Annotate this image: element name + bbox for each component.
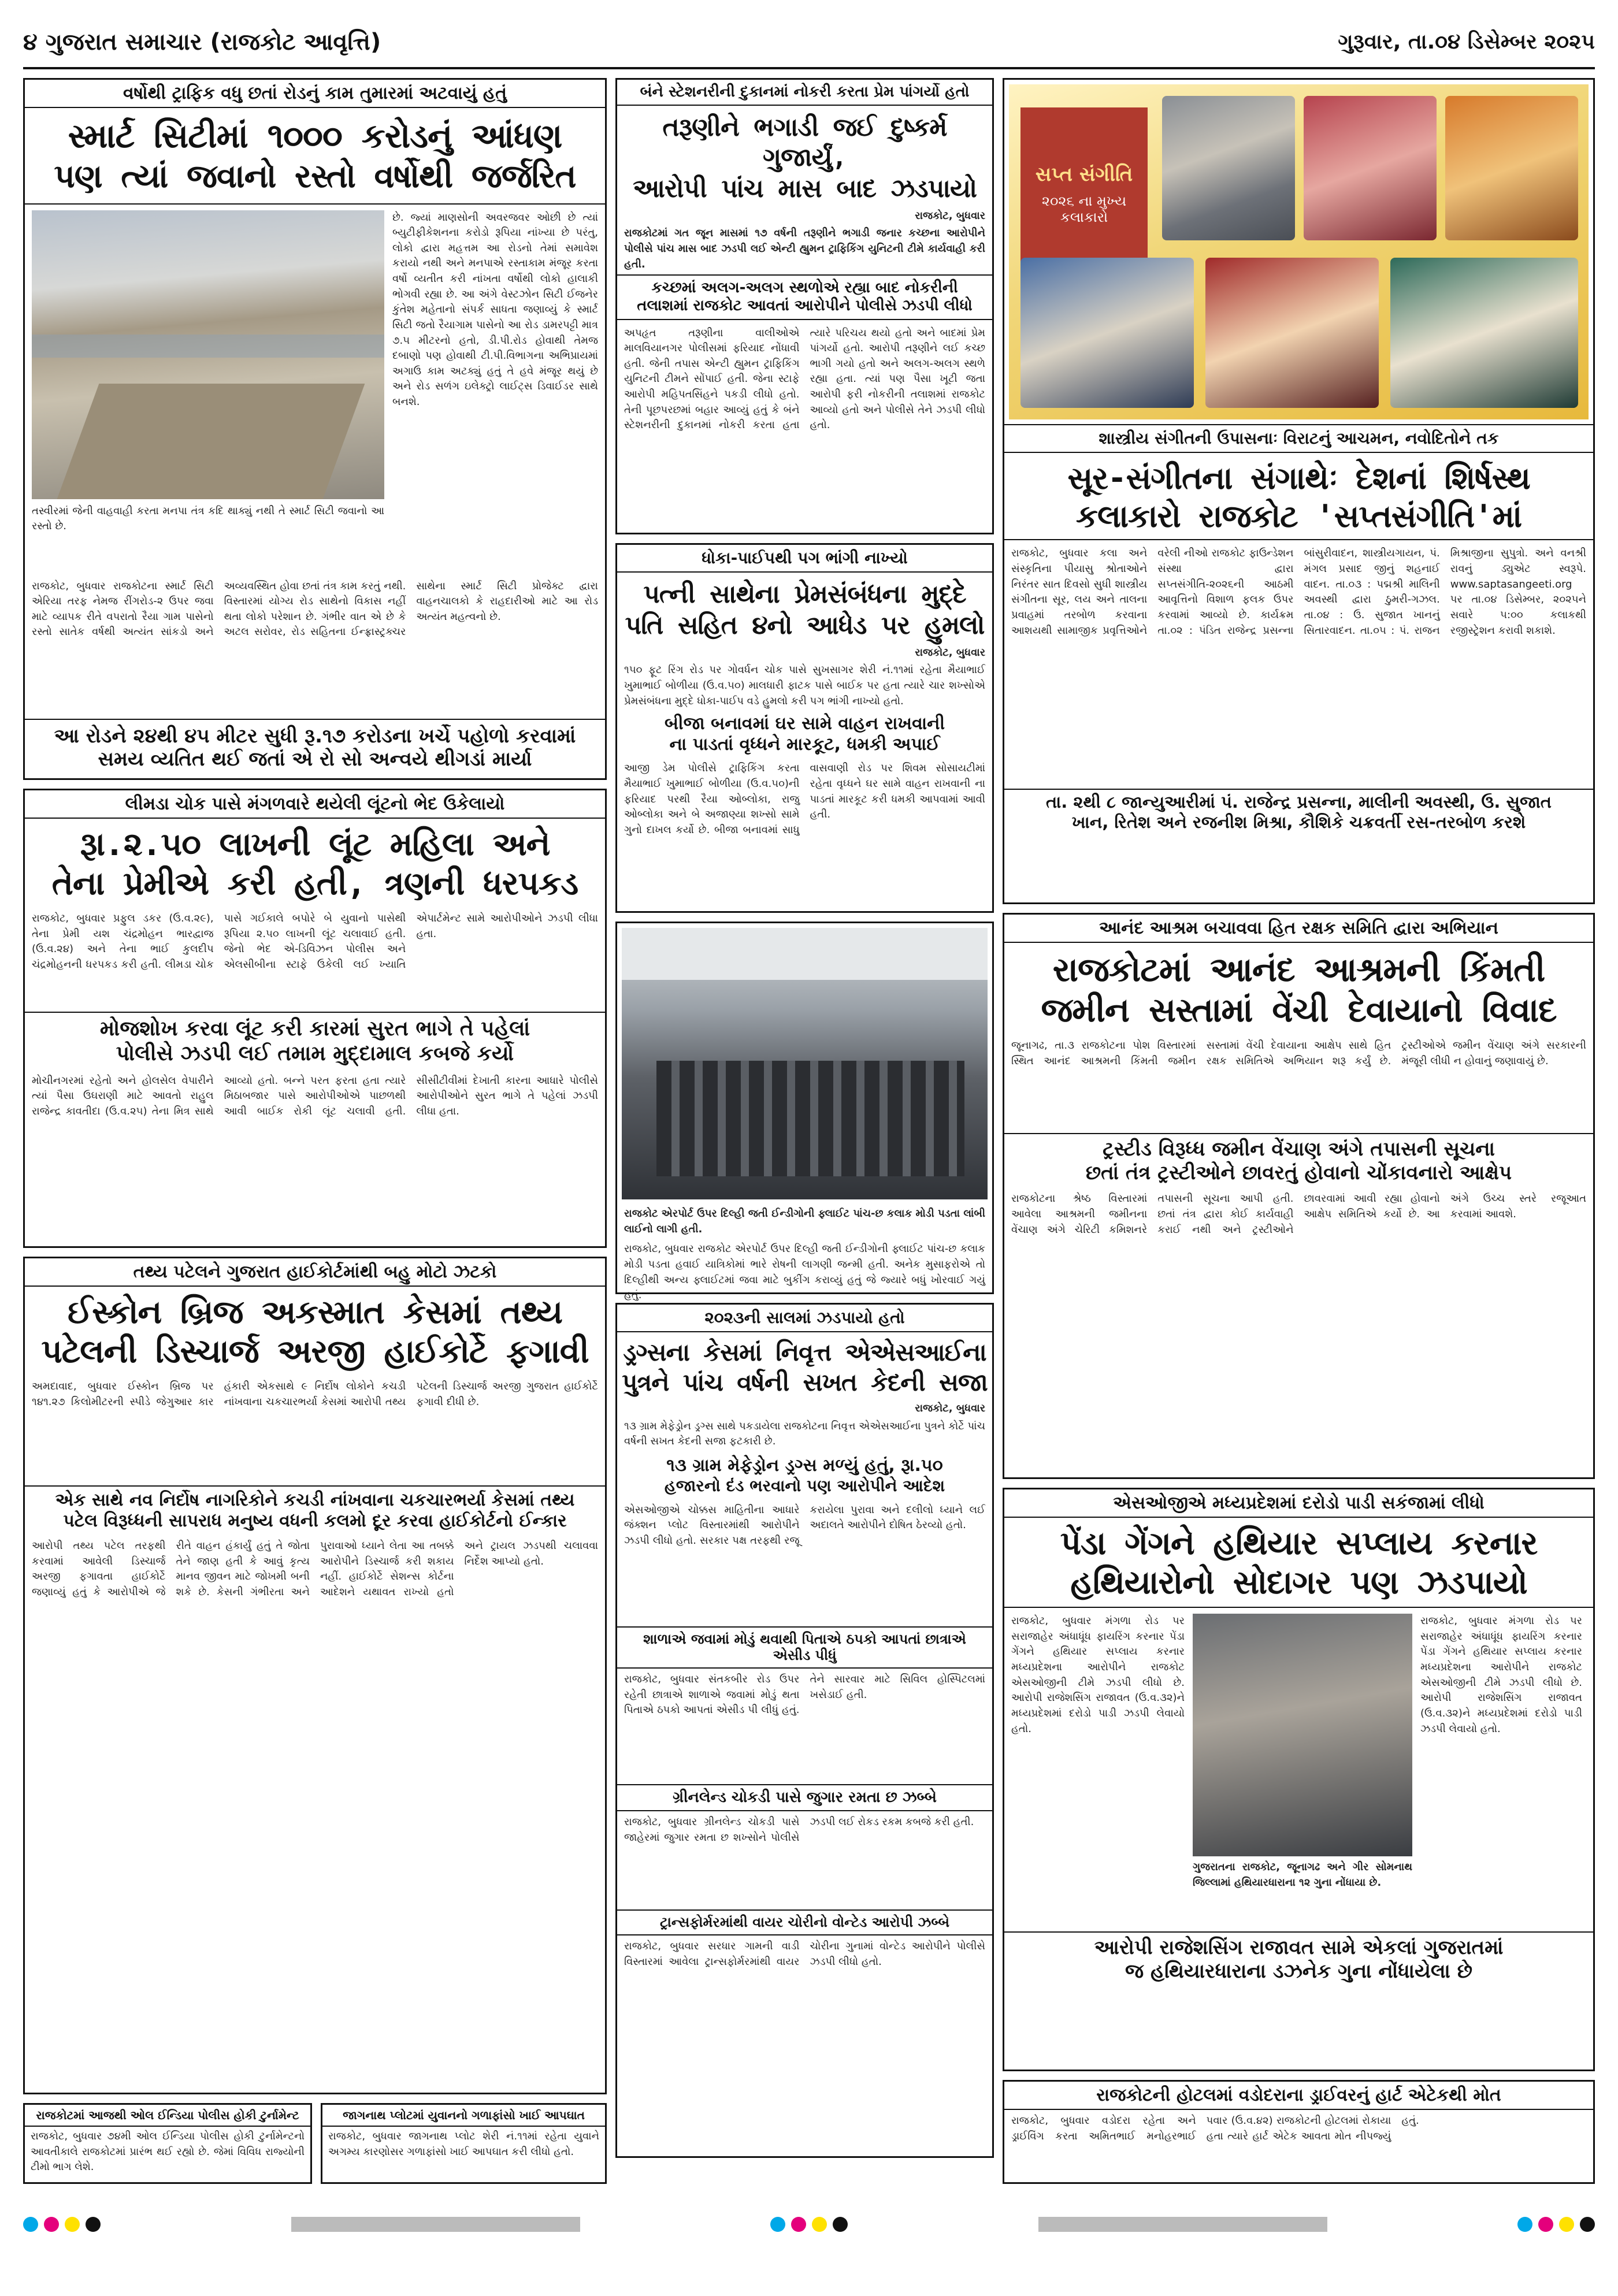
kicker: ૨૦૨૩ની સાલમાં ઝડપાયો હતો	[617, 1305, 992, 1332]
brief-headline-acid: શાળાએ જવામાં મોડું થવાથી પિતાએ ઠપકો આપતાં છાત્રાએ એસીડ પીધું	[617, 1626, 992, 1669]
artist-photo-5	[1205, 258, 1379, 408]
artist-photo-2	[1304, 96, 1437, 240]
article-arms-dealer	[1003, 1488, 1595, 2071]
article-body: રાજકોટ, બુધવાર રાજકોટના સ્માર્ટ સિટી એરિયા તરફ નેમજ રીંગરોડ-૨ ઉપર જવા માટે વ્યાપક રીતે વપરાતો રૈયા ગામ પાસેનો રસ્તો સાતેક વર્ષથી અત્યંત સાંકડો અને અવ્યવસ્થિત હોવા છતાં તંત્ર કામ કરતું નથી. વિસ્તારમાં યોગ્ય રોડ સાથેનો વિકાસ નહીં થતા લોકો પરેશાન છે. ગંભીર વાત એ છે કે અટલ સરોવર, રોડ સહિતના ઈન્ફ્રાસ્ટ્રક્ચર સાથેના સ્માર્ટ સિટી પ્રોજેક્ટ દ્વારા વાહનચાલકો કે રાહદારીઓ માટે આ રોડ અત્યંત મહત્વનો છે.	[32, 579, 598, 638]
article-body: રાજકોટ, બુધવાર કલા અને સંસ્કૃતિના પીયાસુ શ્રોતાઓને નિરંતર સાત દિવસો સુધી શાસ્ત્રીય સંગીતના સૂર, લય અને તાલના પ્રવાહમાં તરબોળ કરવાના આશયથી સામાજીક પ્રવૃત્તિઓને વરેલી નીઓ રાજકોટ ફાઉન્ડેશન સંસ્થા દ્વારા સપ્તસંગીતિ-૨૦૨૬ની આઠમી આવૃત્તિનો વિશાળ ફલક ઉપર કરવામાં આવ્યો છે. કાર્યક્રમ તા.૦૨ : પંડિત રાજેન્દ્ર પ્રસન્ના બાંસુરીવાદન, શાસ્ત્રીયગાયન, પં. મંગલ પ્રસાદ જીનું શહનાઈ વાદન. તા.૦૩ : પદ્મશ્રી માલિની અવસ્થી દ્વારા ઠુમરી-ગઝલ. તા.૦૪ : ઉ. સુજાત ખાનનું સિતારવાદન. તા.૦૫ : પં. રાજન મિશ્રાજીના સુપુત્રો. અને વનશ્રી રાવનું ડ્યુએટ સ્વરૂપે. www.saptasangeeti.org પર તા.૦૪ ડિસેમ્બર, ૨૦૨૫ને સવારે ૫:૦૦ કલાકથી રજીસ્ટ્રેશન કરાવી શકાશે.	[1011, 547, 1586, 637]
magenta-dot	[44, 2217, 59, 2232]
subheadline: આ રોડને ૨૪થી ૪૫ મીટર સુધી રૂ.૧૭ કરોડના ખર્ચે પહોળો કરવામાં સમય વ્યતિત થઈ જતાં એ રો સો અન્વયે થીગડાં માર્યા	[25, 719, 605, 777]
kicker: લીમડા ચોક પાસે મંગળવારે થયેલી લૂંટનો ભેદ ઉકેલાયો	[25, 790, 605, 819]
kicker: વર્ષોથી ટ્રાફિક વધુ છતાં રોડનું કામ તુમારમાં અટવાયું હતું	[25, 80, 605, 108]
subheadline-2: જ હથિયારધારાના ડઝનેક ગુના નોંધાયેલા છે	[1125, 1959, 1472, 1983]
brief-body-acid: રાજકોટ, બુધવાર સંતકબીર રોડ ઉપર રહેતી છાત્રાએ શાળાએ જવામાં મોડું થતા પિતાએ ઠપકો આપતાં એસીડ પી લીધું હતું. તેને સારવાર માટે સિવિલ હોસ્પિટલમાં ખસેડાઈ હતી.	[624, 1673, 985, 1717]
grey-band	[291, 2217, 580, 2232]
kicker: જાગનાથ પ્લોટમાં યુવાનનો ગળાફાંસો ખાઈ આપઘાત	[322, 2105, 605, 2127]
subheadline-2: છતાં તંત્ર ટ્રસ્ટીઓને છાવરતું હોવાનો ચોંકાવનારો આક્ષેપ	[1085, 1161, 1512, 1184]
headline-2: કલાકારો રાજકોટ 'સપ્તસંગીતિ'માં	[1004, 498, 1593, 541]
kicker: રાજકોટની હોટલમાં વડોદરાના ડ્રાઈવરનું હાર્ટ એટેકથી મોત	[1004, 2082, 1593, 2110]
article-assault	[615, 543, 994, 913]
article-drugs-case	[615, 1303, 994, 2158]
headline: પત્ની સાથેના પ્રેમસંબંધના મુદ્દે	[643, 579, 966, 609]
color-dots-center	[770, 2217, 848, 2232]
article-body-2: મોચીનગરમાં રહેતો અને હોલસેલ વેપારીને ત્યાં પૈસા ઉઘરાણી માટે આવતો રાહુલ રાજેન્દ્ર કાવતીદા (ઉ.વ.૨૫) તેના મિત્ર સાથે આવ્યો હતો. બન્ને પરત ફરતા હતા ત્યારે મિઠાબજાર પાસે આરોપીઓએ પાછળથી આવી બાઈક રોકી લૂંટ ચલાવી હતી. સીસીટીવીમાં દેખાતી કારના આધારે પોલીસે આરોપીઓને સુરત ભાગે તે પહેલાં ઝડપી લીધા હતા.	[32, 1074, 598, 1117]
artist-photo-4	[1020, 258, 1194, 408]
kicker: રાજકોટમાં આજથી ઓલ ઈન્ડિયા પોલીસ હોકી ટુર્નામેન્ટ	[25, 2105, 310, 2127]
headline: સૂર-સંગીતના સંગાથેઃ દેશનાં શિર્ષસ્થ	[1067, 460, 1530, 496]
article-saptasangeeti	[1003, 78, 1595, 904]
photo-caption: રાજકોટ એરપોર્ટ ઉપર દિલ્હી જતી ઈન્ડીગોની ફ્લાઈટ પાંચ-છ કલાક મોડી પડતા લાંબી લાઈનો લાગી હતી.	[624, 1208, 985, 1235]
article-iskcon-bridge	[23, 1257, 607, 2094]
subheadline: તા. ૨થી ૮ જાન્યુઆરીમાં પં. રાજેન્દ્ર પ્રસન્ના, માલીની અવસ્થી, ઉ. સુજાત	[1004, 789, 1593, 812]
color-dots-left	[23, 2217, 101, 2232]
cyan-dot	[23, 2217, 38, 2232]
lead: ૧૩ ગ્રામ મેફેડ્રોન ડ્રગ્સ સાથે પકડાયેલા રાજકોટના નિવૃત્ત એએસઆઈના પુત્રને કોર્ટે પાંચ વર્ષની સખત કેદની સજા ફટકારી છે.	[624, 1420, 985, 1448]
lead: રાજકોટમાં ગત જૂન માસમાં ૧૭ વર્ષની તરૂણીને ભગાડી જનાર કચ્છના આરોપીને પોલીસે પાંચ માસ બાદ ઝડપી લઈ એન્ટી હ્યુમન ટ્રાફિકિંગ યુનિટની ટીમે કાર્યવાહી કરી હતી.	[624, 227, 985, 270]
photo-caption: ગુજરાતના રાજકોટ, જૂનાગઢ અને ગીર સોમનાથ જિલ્લામાં હથિયારધારાના ૧૨ ગુના નોંધાયા છે.	[1193, 1861, 1412, 1889]
black-dot	[1580, 2217, 1595, 2232]
article-body: રાજકોટ, બુધવાર રાજકોટ એરપોર્ટ ઉપર દિલ્હી જતી ઈન્ડીગોની ફ્લાઈટ પાંચ-છ કલાક મોડી પડતા હવાઈ યાત્રિકોમાં ભારે રોષની લાગણી જન્મી હતી. અનેક મુસાફરોએ તો દિલ્હીથી અન્ય ફ્લાઈટમાં જવા માટે બુકીંગ કરાવ્યું હતું જે જ્યારે બધું ખોરવાઈ ગયું હતું.	[624, 1243, 985, 1302]
article-body-2: આજી ડેમ પોલીસે ટ્રાફિકિંગ કરતા મૈયાભાઈ ખુમાભાઈ બોળીયા (ઉ.વ.૫૦)ની ફરિયાદ પરથી રૈયા ઓબ્લોકા, રાજુ ઓબ્લોકા અને બે અજાણ્યા શખ્સો સામે ગુનો દાખલ કર્યો છે. બીજા બનાવમાં સાધુ વાસવાણી રોડ પર શિવમ સોસાયટીમાં રહેતા વૃધ્ધને ઘર સામે વાહન રાખવાની ના પાડતાં મારકૂટ કરી ધમકી આપવામાં આવી હતી.	[624, 762, 985, 836]
registration-strip	[23, 2207, 1595, 2242]
headline: પેંડા ગેંગને હથિયાર સપ્લાય કરનાર	[1060, 1525, 1538, 1562]
headline: તરૂણીને ભગાડી જઈ દુષ્કર્મ ગુજાર્યું,	[662, 113, 947, 172]
article-robbery	[23, 789, 607, 1248]
subheadline: મોજશોખ કરવા લૂંટ કરી કારમાં સુરત ભાગે તે પહેલાં	[25, 1012, 605, 1041]
subheadline-2: પોલીસે ઝડપી લઈ તમામ મુદ્દામાલ કબજે કર્યો	[116, 1042, 514, 1066]
color-dots-right	[1517, 2217, 1595, 2232]
article-hockey	[23, 2103, 312, 2184]
subheadline-2: પટેલ વિરૂધ્ધની સાપરાધ મનુષ્ય વધની કલમો દૂર કરવા હાઈકોર્ટનો ઈન્કાર	[63, 1511, 567, 1532]
badge-title: સપ્ત સંગીતિ	[1035, 163, 1133, 186]
article-body-2: રાજકોટના શ્રેષ્ઠ વિસ્તારમાં આવેલા આશ્રમની જમીનના વેંચાણ અંગે ચેરિટી કમિશનરે તપાસની સૂચના આપી હતી. છતાં તંત્ર દ્વારા કોઈ કાર્યવાહી કરાઈ નથી અને ટ્રસ્ટીઓને છાવરવામાં આવી રહ્યા હોવાનો આક્ષેપ સમિતિએ કર્યો છે. આ અંગે ઉચ્ચ સ્તરે રજૂઆત કરવામાં આવશે.	[1011, 1192, 1586, 1236]
yellow-dot	[812, 2217, 827, 2232]
dateline: રાજકોટ, બુધવાર	[915, 209, 985, 222]
brief-headline-wire-theft: ટ્રાન્સફોર્મરમાંથી વાયર ચોરીનો વોન્ટેડ આરોપી ઝબ્બે	[617, 1909, 992, 1935]
kicker: બંને સ્ટેશનરીની દુકાનમાં નોકરી કરતા પ્રેમ પાંગર્યો હતો	[617, 80, 992, 106]
kicker: તથ્ય પટેલને ગુજરાત હાઈકોર્ટમાંથી બહુ મોટો ઝટકો	[25, 1258, 605, 1287]
black-dot	[86, 2217, 101, 2232]
badge-subtitle: ૨૦૨૬ ના મુખ્ય કલાકારો	[1041, 193, 1127, 225]
brief-headline-gambling: ગ્રીનલેન્ડ ચોકડી પાસે જુગાર રમતા છ ઝબ્બે	[617, 1784, 992, 1811]
grey-band-2	[1038, 2217, 1327, 2232]
article-body: રાજકોટ, બુધવાર જાગનાથ પ્લોટ શેરી નં.૧૧માં રહેતા યુવાને અગમ્ય કારણોસર ગળાફાંસો ખાઈ આપઘાત કરી લીધો હતો.	[328, 2130, 599, 2158]
headline-2: પટેલની ડિસ્ચાર્જ અરજી હાઈકોર્ટે ફગાવી	[41, 1333, 589, 1371]
kicker: આનંદ આશ્રમ બચાવવા હિત રક્ષક સમિતિ દ્વારા અભિયાન	[1004, 915, 1593, 943]
concert-banner	[1009, 84, 1589, 419]
subheadline-2: ખાન, રિતેશ અને રજનીશ મિશ્રા, કૌશિકે ચક્રવર્તી રસ-તરબોળ કરશે	[1071, 812, 1526, 833]
article-body: ૧૫૦ ફૂટ રિંગ રોડ પર ગોવર્ધન ચોક પાસે સુખસાગર શેરી નં.૧૧માં રહેતા મૈયાભાઈ ખુમાભાઈ બોળીયા (ઉ.વ.૫૦) માલધારી ફાટક પાસે બાઈક પર હતા ત્યારે ચાર શખ્સોએ પ્રેમસંબંધના મુદ્દે ધોકા-પાઈપ વડે હુમલો કરી પગ ભાંગી નાખ્યો હતો.	[624, 664, 985, 707]
subheadline: એક સાથે નવ નિર્દોષ નાગરિકોને કચડી નાંખવાના ચકચારભર્યા કેસમાં તથ્ય	[25, 1485, 605, 1511]
brief-body-gambling: રાજકોટ, બુધવાર ગ્રીનલેન્ડ ચોકડી પાસે જાહેરમાં જુગાર રમતા છ શખ્સોને પોલીસે ઝડપી લઈ રોકડ રકમ કબજે કરી હતી.	[624, 1816, 974, 1844]
article-body: રાજકોટ, બુધવાર વડોદરા રહેતા અને ડ્રાઈવિંગ કરતા અમિતભાઈ મનોહરભાઈ પવાર (ઉ.વ.૪૨) રાજકોટની હોટલમાં રોકાયા હતા ત્યારે હાર્ટ એટેક આવતા મોત નીપજ્યું હતું.	[1011, 2115, 1419, 2142]
cyan-dot	[770, 2217, 785, 2232]
article-smart-city-road	[23, 78, 607, 780]
article-body: રાજકોટ, બુધવાર પ્રફુલ ડકર (ઉ.વ.૨૯), તેના પ્રેમી યશ ચંદ્રમોહન ભારદ્વાજ (ઉ.વ.૨૪) અને તેના ભાઈ કુલદીપ ચંદ્રમોહનની ધરપકડ કરી હતી. લીમડા ચોક પાસે ગઈકાલે બપોરે બે યુવાનો પાસેથી રૂપિયા ૨.૫૦ લાખની લૂંટ ચલાવાઈ હતી. જેનો ભેદ એ-ડિવિઝન પોલીસ અને એલસીબીના સ્ટાફે ઉકેલી લઈ ખ્યાતિ એપાર્ટમેન્ટ સામે આરોપીઓને ઝડપી લીધા હતા.	[32, 912, 598, 971]
subheadline: કચ્છમાં અલગ-અલગ સ્થળોએ રહ્યા બાદ નોકરીની તલાશમાં રાજકોટ આવતાં આરોપીને પોલીસે ઝડપી લીધો	[617, 274, 992, 319]
yellow-dot	[1559, 2217, 1574, 2232]
dateline: રાજકોટ, બુધવાર	[915, 646, 985, 659]
kicker: શાસ્ત્રીય સંગીતની ઉપાસનાઃ વિરાટનું આચમન, નવોદિતોને તક	[1004, 424, 1593, 453]
article-body: રાજકોટ, બુધવાર ૭૪મી ઓલ ઈન્ડિયા પોલીસ હોકી ટુર્નામેન્ટનો આવતીકાલે રાજકોટમાં પ્રારંભ થઈ રહ્યો છે. જેમાં વિવિધ રાજ્યોની ટીમો ભાગ લેશે.	[31, 2130, 305, 2174]
artist-photo-3	[1445, 96, 1578, 240]
article-airport-delay	[615, 922, 994, 1302]
kicker: ધોકા-પાઈપથી પગ ભાંગી નાખ્યો	[617, 545, 992, 573]
dateline: રાજકોટ, બુધવાર	[915, 1402, 985, 1415]
saptasangeeti-badge	[1020, 107, 1148, 281]
black-dot	[833, 2217, 848, 2232]
yellow-dot	[65, 2217, 80, 2232]
article-body: અપહૃત તરૂણીના વાલીઓએ માલવિયાનગર પોલીસમાં ફરિયાદ નોંધાવી હતી. જેની તપાસ એન્ટી હ્યુમન ટ્રાફિકિંગ યુનિટની ટીમને સોંપાઈ હતી. જેના સ્ટાફે આરોપી મહિપતસિંહને પકડી લીધો હતો. તેની પૂછપરછમાં બહાર આવ્યું હતું કે બંને સ્ટેશનરીની દુકાનમાં નોકરી કરતા હતા ત્યારે પરિચય થયો હતો અને બાદમાં પ્રેમ પાંગર્યો હતો. આરોપી તરૂણીને લઈ કચ્છ ભાગી ગયો હતો અને અલગ-અલગ સ્થળે રહ્યા હતા. ત્યાં પણ પૈસા ખૂટી જતા આરોપી ફરી નોકરીની તલાશમાં રાજકોટ આવ્યો હતો અને પોલીસે તેને ઝડપી લીધો હતો.	[624, 326, 985, 432]
article-suicide	[321, 2103, 607, 2184]
headline-2: પુત્રને પાંચ વર્ષની સખત કેદની સજા	[622, 1368, 988, 1396]
subheadline-2: હજારનો દંડ ભરવાનો પણ આરોપીને આદેશ	[664, 1476, 945, 1495]
lead: અમદાવાદ, બુધવાર ઈસ્કોન બ્રિજ પર ૧૪૧.૨૭ કિલોમીટરની સ્પીડે જેગુઆર કાર હંકારી એકસાથે ૯ નિર્દોષ લોકોને કચડી નાંખવાના ચકચારભર્યા કેસમાં આરોપી તથ્ય પટેલની ડિસ્ચાર્જ અરજી ગુજરાત હાઈકોર્ટે ફગાવી દીધી છે.	[32, 1380, 598, 1408]
headline-2: પણ ત્યાં જવાનો રસ્તો વર્ષોથી જર્જરિત	[25, 158, 605, 204]
article-teen-abduction	[615, 78, 994, 534]
article-body: જૂનાગઢ, તા.૩ રાજકોટના પોશ વિસ્તારમાં સ્થિત આનંદ આશ્રમની કિંમતી જમીન સસ્તામાં વેંચી દેવાયાના આક્ષેપ સાથે હિત રક્ષક સમિતિએ અભિયાન શરૂ કર્યું છે. ટ્રસ્ટીઓએ જમીન વેંચાણ અંગે સરકારની મંજૂરી લીધી ન હોવાનું જણાવાયું છે.	[1011, 1039, 1586, 1067]
headline-2: આરોપી પાંચ માસ બાદ ઝડપાયો	[632, 173, 977, 203]
accused-photo	[1193, 1614, 1412, 1856]
magenta-dot	[1538, 2217, 1553, 2232]
page-header-left: ૪ ગુજરાત સમાચાર (રાજકોટ આવૃત્તિ)	[23, 29, 381, 55]
cyan-dot	[1517, 2217, 1532, 2232]
headline: ઈસ્કોન બ્રિજ અકસ્માત કેસમાં તથ્ય	[67, 1294, 563, 1331]
headline: રૂા.૨.૫૦ લાખની લૂંટ મહિલા અને	[80, 826, 550, 863]
headline-2: જમીન સસ્તામાં વેંચી દેવાયાનો વિવાદ	[1041, 990, 1557, 1030]
sidebar-text: છે. જ્યાં માણસોની અવરજવર ઓછી છે ત્યાં બ્યુટીફીકેશનના કરોડો રૂપિયા નાંખ્યા છે પરંતુ, લોકો દ્વારા મહત્તમ આ રોડનો તેમાં સમાવેશ કરાયો નથી અને મનપાએ રસ્તાકામ મંજૂર કરતા વર્ષો વ્યતીત કરી નાંખતા વર્ષોથી લોકો હાલાકી ભોગવી રહ્યા છે. આ અંગે વેસ્ટઝોન સિટી ઈજનેર કુંતેશ મહેતાનો સંપર્ક સાધતા જણાવ્યું કે સ્માર્ટ સિટી જતો રૈયાગામ પાસેનો આ રોડ ડામરપટ્ટી માત્ર ૭.૫ મીટરનો હતો, ડી.પી.રોડ હોવાથી તેમજ દબાણો પણ હોવાથી ટી.પી.વિભાગના અભિપ્રાયમાં અગાઉ કામ અટક્યું હતું તે હવે મંજૂર થયું છે અને રોડ સળંગ ઇલેક્ટ્રો લાઈટ્સ ડિવાઈડર સાથે બનશે.	[392, 211, 598, 408]
brief-body-wire-theft: રાજકોટ, બુધવાર સરધાર ગામની વાડી વિસ્તારમાં આવેલા ટ્રાન્સફોર્મરમાંથી વાયર ચોરીના ગુનામાં વોન્ટેડ આરોપીને પોલીસે ઝડપી લીધો હતો.	[624, 1940, 985, 1968]
subheadline: બીજા બનાવમાં ઘર સામે વાહન રાખવાની	[664, 714, 945, 734]
article-body: રાજકોટ, બુધવાર મંગળા રોડ પર સરાજાહેર અંધાધૂંધ ફાયરિંગ કરનાર પેંડા ગેંગને હથિયાર સપ્લાય કરનાર મધ્યપ્રદેશના આરોપીને રાજકોટ એસઓજીની ટીમે ઝડપી લીધો છે. આરોપી રાજેશસિંગ રાજાવત (ઉ.વ.૩૨)ને મધ્યપ્રદેશમાં દરોડો પાડી ઝડપી લેવાયો હતો.	[1011, 1615, 1185, 1735]
page-header	[23, 17, 1595, 69]
article-body: આરોપી તથ્ય પટેલ તરફથી કરવામાં આવેલી ડિસ્ચાર્જ અરજી ફગાવતા હાઈકોર્ટે જણાવ્યું હતું કે આરોપીએ જે રીતે વાહન હંકાર્યું હતું તે જોતા તેને જાણ હતી કે આવું કૃત્ય માનવ જીવન માટે જોખમી બની શકે છે. કેસની ગંભીરતા અને પુરાવાઓ ધ્યાને લેતા આ તબક્કે આરોપીને ડિસ્ચાર્જ કરી શકાય નહીં. હાઈકોર્ટે સેશન્સ કોર્ટના આદેશને યથાવત રાખ્યો હતો અને ટ્રાયલ ઝડપથી ચલાવવા નિર્દેશ આપ્યો હતો.	[32, 1540, 598, 1599]
airport-photo	[622, 928, 988, 1199]
headline-2: પતિ સહિત ૪નો આધેડ પર હુમલો	[625, 610, 985, 640]
headline-2: તેના પ્રેમીએ કરી હતી, ત્રણની ધરપકડ	[51, 865, 578, 903]
article-body-2: રાજકોટ, બુધવાર મંગળા રોડ પર સરાજાહેર અંધાધૂંધ ફાયરિંગ કરનાર પેંડા ગેંગને હથિયાર સપ્લાય કરનાર મધ્યપ્રદેશના આરોપીને રાજકોટ એસઓજીની ટીમે ઝડપી લીધો છે. આરોપી રાજેશસિંગ રાજાવત (ઉ.વ.૩૨)ને મધ્યપ્રદેશમાં દરોડો પાડી ઝડપી લેવાયો હતો.	[1420, 1615, 1582, 1735]
magenta-dot	[791, 2217, 806, 2232]
headline-2: હથિયારોનો સોદાગર પણ ઝડપાયો	[1004, 1564, 1593, 1608]
article-anand-ashram	[1003, 913, 1595, 1479]
artist-photo-6	[1390, 258, 1578, 408]
subheadline: ૧૩ ગ્રામ મેફેડ્રોન ડ્રગ્સ મળ્યું હતું, રૂા.૫૦	[666, 1455, 943, 1476]
headline: સ્માર્ટ સિટીમાં ૧૦૦૦ કરોડનું આંધણ	[68, 116, 562, 155]
kicker: એસઓજીએ મધ્યપ્રદેશમાં દરોડો પાડી સકંજામાં લીધો	[1004, 1489, 1593, 1518]
subheadline: આરોપી રાજેશસિંગ રાજાવત સામે એકલાં ગુજરાતમાં	[1004, 1931, 1593, 1960]
article-body: એસઓજીએ ચોક્કસ માહિતીના આધારે જંક્શન પ્લોટ વિસ્તારમાંથી આરોપીને ઝડપી લીધો હતો. સરકાર પક્ષ તરફથી રજૂ કરાયેલા પુરાવા અને દલીલો ધ્યાને લઈ અદાલતે આરોપીને દોષિત ઠેરવ્યો હતો.	[624, 1503, 985, 1547]
article-driver-death	[1003, 2080, 1595, 2184]
subheadline: ટ્રસ્ટીડ વિરૂધ્ધ જમીન વેંચાણ અંગે તપાસની સૂચના	[1004, 1133, 1593, 1161]
subheadline-2: ના પાડતાં વૃધ્ધને મારકૂટ, ધમકી અપાઈ	[669, 734, 940, 755]
page-header-date: ગુરૂવાર, તા.૦૪ ડિસેમ્બર ૨૦૨૫	[1338, 30, 1595, 54]
headline: રાજકોટમાં આનંદ આશ્રમની કિંમતી	[1052, 950, 1545, 989]
road-photo	[32, 210, 384, 499]
artist-photo-1	[1162, 96, 1295, 240]
headline: ડ્રગ્સના કેસમાં નિવૃત્ત એએસઆઈના	[623, 1338, 986, 1366]
photo-caption: તસ્વીરમાં જેની વાહવાહી કરતા મનપા તંત્ર કદિ થાક્યું નથી તે સ્માર્ટ સિટી જવાનો આ રસ્તો છે.	[32, 504, 384, 533]
